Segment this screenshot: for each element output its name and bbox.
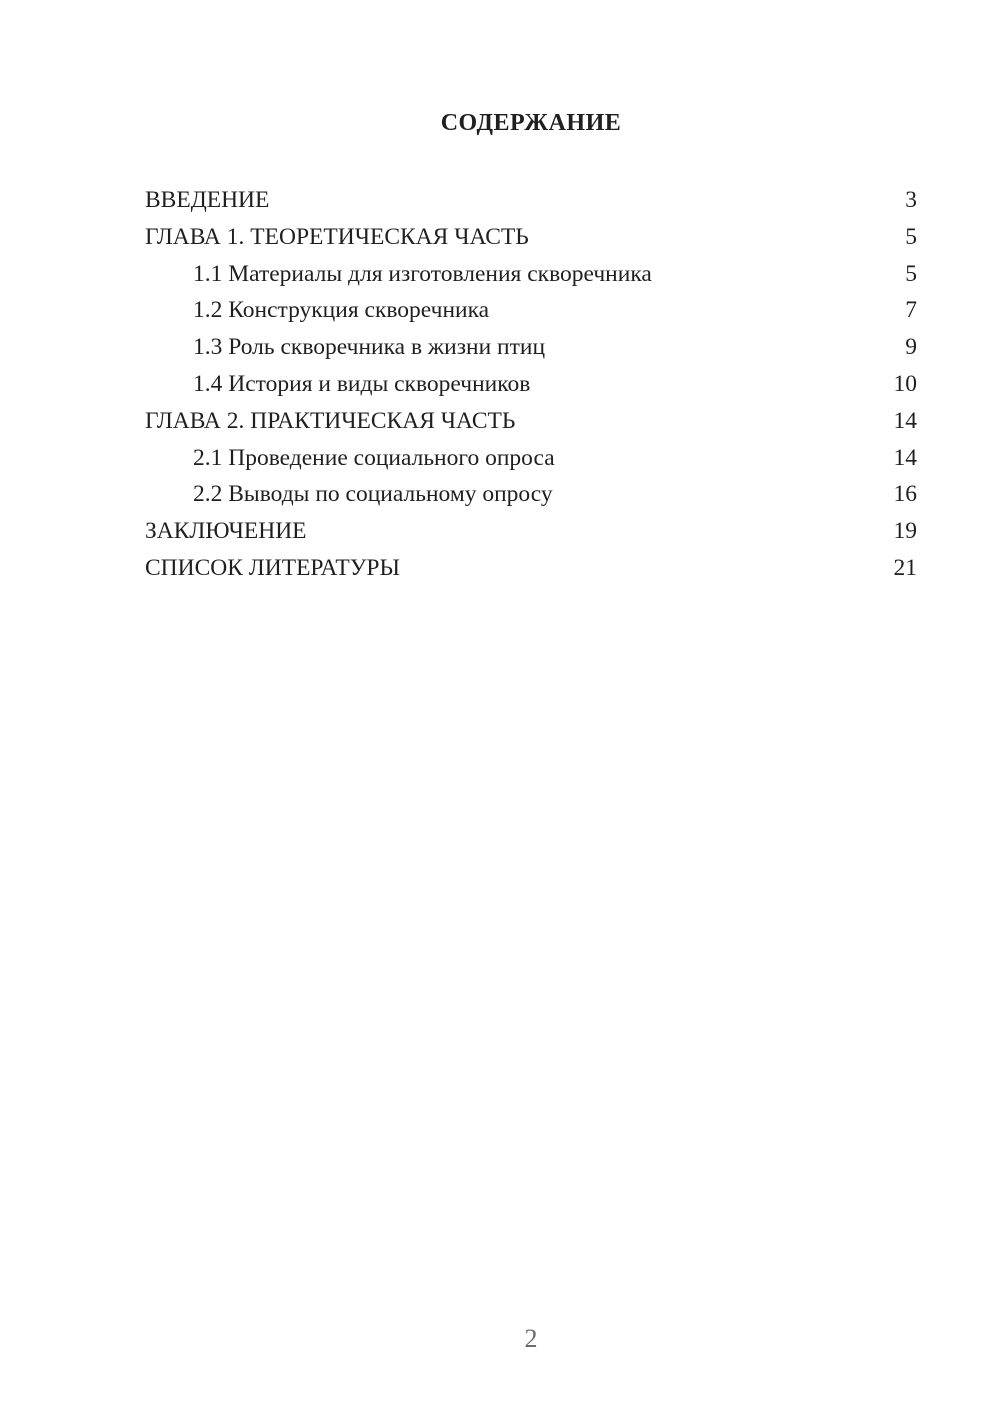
toc-entry-label: ЗАКЛЮЧЕНИЕ (145, 518, 307, 545)
toc-entry[interactable] (145, 219, 917, 256)
toc-entry[interactable] (145, 476, 917, 513)
toc-entry-label: 2.1 Проведение социального опроса (193, 444, 555, 471)
toc-entry-page-number: 14 (893, 444, 917, 471)
toc-entry-label: 1.1 Материалы для изготовления скворечника (193, 260, 652, 287)
toc-entry-label: ГЛАВА 2. ПРАКТИЧЕСКАЯ ЧАСТЬ (145, 407, 516, 434)
toc-entry-page-number: 5 (905, 223, 917, 250)
toc-entry-label: ВВЕДЕНИЕ (145, 187, 270, 214)
toc-entry[interactable] (145, 182, 917, 219)
toc-entry[interactable] (145, 256, 917, 293)
toc-entry-page-number: 21 (893, 555, 917, 582)
toc-entry-label: 2.2 Выводы по социальному опросу (193, 481, 553, 508)
toc-entry-label: 1.4 История и виды скворечников (193, 371, 531, 398)
table-of-contents (145, 182, 917, 587)
footer-page-number: 2 (524, 1324, 538, 1353)
toc-entry-label: ГЛАВА 1. ТЕОРЕТИЧЕСКАЯ ЧАСТЬ (145, 223, 529, 250)
toc-entry-page-number: 14 (893, 407, 917, 434)
toc-entry[interactable] (145, 329, 917, 366)
toc-entry[interactable] (145, 403, 917, 440)
toc-entry[interactable] (145, 366, 917, 403)
toc-entry[interactable] (145, 292, 917, 329)
toc-entry-page-number: 9 (905, 334, 917, 361)
toc-entry-page-number: 7 (905, 297, 917, 324)
toc-entry-label: СПИСОК ЛИТЕРАТУРЫ (145, 555, 400, 582)
toc-entry-page-number: 5 (905, 260, 917, 287)
toc-entry[interactable] (145, 550, 917, 587)
toc-entry-page-number: 19 (893, 518, 917, 545)
toc-entry[interactable] (145, 513, 917, 550)
page-title: СОДЕРЖАНИЕ (440, 110, 622, 137)
toc-entry-page-number: 3 (905, 187, 917, 214)
toc-entry-page-number: 16 (893, 481, 917, 508)
toc-entry-page-number: 10 (893, 371, 917, 398)
toc-entry[interactable] (145, 440, 917, 477)
toc-entry-label: 1.2 Конструкция скворечника (193, 297, 490, 324)
toc-entry-label: 1.3 Роль скворечника в жизни птиц (193, 334, 546, 361)
